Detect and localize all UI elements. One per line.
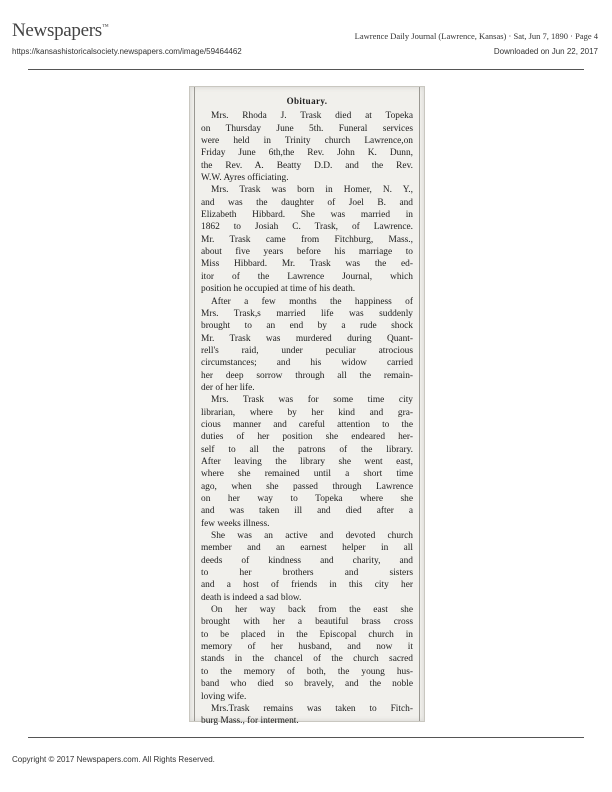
article-line: Mrs. Trask,s married life was suddenly xyxy=(201,308,413,319)
article-line: After a few months the happiness of xyxy=(211,296,413,307)
article-line: duties of her position she endeared her- xyxy=(201,432,413,443)
article-line: Miss Hibbard. Mr. Trask was the ed- xyxy=(201,259,413,270)
newspapers-logo[interactable] xyxy=(12,20,108,42)
article-line: loving wife. xyxy=(201,691,247,702)
header-divider xyxy=(28,69,584,70)
article-line: Mrs. Rhoda J. Trask died at Topeka xyxy=(211,111,413,122)
logo-trademark: ™ xyxy=(101,22,109,31)
article-line: She was an active and devoted church xyxy=(211,531,413,542)
obituary-article xyxy=(201,95,413,728)
article-line: position he occupied at time of his death. xyxy=(201,284,356,295)
article-line: Mrs. Trask was born in Homer, N. Y., xyxy=(211,185,413,196)
article-line: itor of the Lawrence Journal, which xyxy=(201,271,413,282)
article-line: brought to an end by a rude shock xyxy=(201,321,413,332)
article-line: death is indeed a sad blow. xyxy=(201,592,302,603)
column-rule-left xyxy=(194,87,195,721)
article-line: librarian, where by her kind and gra- xyxy=(201,407,413,418)
article-line: to her brothers and sisters xyxy=(201,568,413,579)
article-line: to the memory of both, the young hus- xyxy=(201,666,413,677)
article-line: band who died so bravely, and the noble xyxy=(201,679,413,690)
logo-text: Newspapers xyxy=(12,20,102,41)
article-line: Mr. Trask was murdered during Quant- xyxy=(201,333,413,344)
article-line: member and an earnest helper in all xyxy=(201,543,413,554)
article-line: burg Mass., for interment. xyxy=(201,716,299,727)
article-line: Elizabeth Hibbard. She was married in xyxy=(201,210,413,221)
article-line: Mr. Trask came from Fitchburg, Mass., xyxy=(201,234,413,245)
article-line: cious manner and careful attention to the xyxy=(201,419,413,430)
article-line: der of her life. xyxy=(201,382,255,393)
article-line: brought with her a beautiful brass cross xyxy=(201,617,413,628)
article-line: and was the daughter of Joel B. and xyxy=(201,197,413,208)
article-line: Mrs. Trask was for some time city xyxy=(211,395,413,406)
article-line: on Thursday June 5th. Funeral services xyxy=(201,123,413,134)
article-line: and a host of friends in this city her xyxy=(201,580,413,591)
column-rule-right xyxy=(419,87,420,721)
article-title: Obituary. xyxy=(286,96,328,106)
article-line: W.W. Ayres officiating. xyxy=(201,173,289,184)
article-line: to be placed in the Episcopal church in xyxy=(201,629,413,640)
article-line: and was taken ill and died after a xyxy=(201,506,413,517)
copyright-notice: Copyright © 2017 Newspapers.com. All Rights Reserved. xyxy=(12,755,215,764)
source-url[interactable]: https://kansashistoricalsociety.newspapers.com/image/59464462 xyxy=(12,47,242,56)
article-line: her deep sorrow through all the remain- xyxy=(201,370,413,381)
article-line: On her way back from the east she xyxy=(211,605,413,616)
article-line: deeds of kindness and charity, and xyxy=(201,555,413,566)
article-line: 1862 to Josiah C. Trask, of Lawrence. xyxy=(201,222,413,233)
footer-divider xyxy=(28,737,584,738)
article-body xyxy=(201,110,413,727)
article-line: After leaving the library she went east, xyxy=(201,456,413,467)
article-line: were held in Trinity church Lawrence,on xyxy=(201,136,413,147)
article-line: ago, when she passed through Lawrence xyxy=(201,481,413,492)
article-line: where she remained until a short time xyxy=(201,469,413,480)
article-line: memory of her husband, and now it xyxy=(201,642,413,653)
article-line: circumstances; and his widow carried xyxy=(201,358,413,369)
article-line: the Rev. A. Beatty D.D. and the Rev. xyxy=(201,160,413,171)
article-line: on her way to Topeka where she xyxy=(201,494,413,504)
article-line: about five years before his marriage to xyxy=(201,247,413,258)
article-line: stands in the chancel of the church sacred xyxy=(201,654,413,665)
publication-info: Lawrence Daily Journal (Lawrence, Kansas) · Sat, Jun 7, 1890 · Page 4 xyxy=(354,31,598,41)
newspaper-clipping xyxy=(189,86,425,727)
article-line: self to all the patrons of the library. xyxy=(201,444,413,455)
article-line: Friday June 6th,the Rev. John K. Dunn, xyxy=(201,148,413,159)
download-date: Downloaded on Jun 22, 2017 xyxy=(493,47,598,56)
article-line: rell's raid, under peculiar atrocious xyxy=(201,345,413,356)
article-line: few weeks illness. xyxy=(201,518,270,529)
article-line: Mrs.Trask remains was taken to Fitch- xyxy=(211,703,413,714)
